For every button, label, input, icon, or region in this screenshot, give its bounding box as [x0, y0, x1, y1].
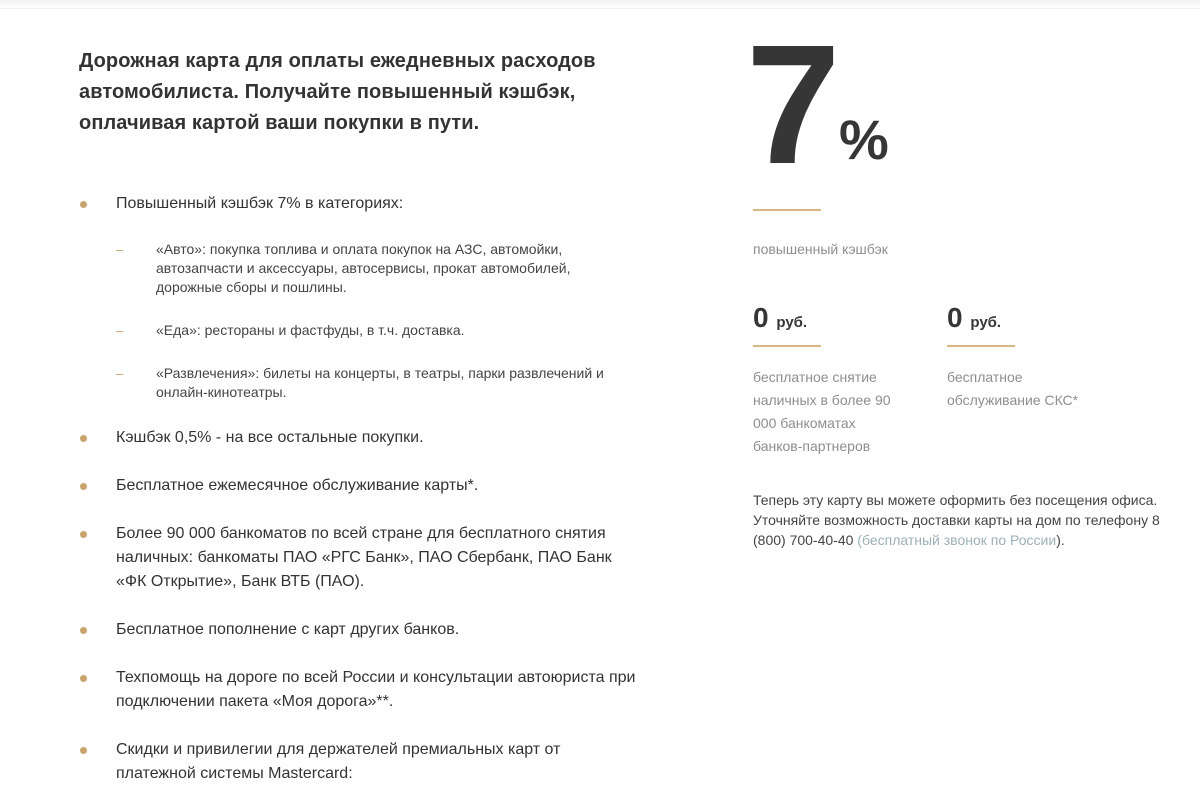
divider — [753, 209, 821, 211]
dash-icon: – — [116, 242, 124, 257]
feature-text: Кэшбэк 0,5% - на все остальные покупки. — [116, 429, 424, 446]
stat-unit: руб. — [776, 314, 808, 331]
category-text: «Авто»: покупка топлива и оплата покупок на АЗС, автомойки, автозапчасти и аксессуары, автосервисы, прокат автомобилей, дорожные сборы и пошлины. — [156, 241, 571, 295]
intro-section — [79, 46, 639, 139]
category-text: «Развлечения»: билеты на концерты, в театры, парки развлечений и онлайн-кинотеатры. — [156, 365, 604, 400]
stat-value: 0 — [753, 302, 769, 333]
divider — [753, 345, 821, 347]
feature-item-cashback — [79, 192, 639, 402]
cashback-label: повышенный кэшбэк — [753, 241, 888, 257]
category-item-auto — [116, 240, 639, 297]
bullet-icon — [80, 747, 87, 754]
remote-order-note — [753, 490, 1173, 550]
bullet-icon — [80, 201, 87, 208]
feature-item — [79, 738, 639, 786]
intro-heading: Дорожная карта для оплаты ежедневных расходов автомобилиста. Получайте повышенный кэшбэк, оплачивая картой ваши покупки в пути. — [79, 50, 596, 134]
stat-cash-withdrawal-label: бесплатное снятие наличных в более 90 000 банкоматах банков-партнеров — [753, 369, 891, 454]
cashback-percent-value: 7 — [746, 10, 837, 200]
top-border — [0, 0, 1200, 9]
category-item-food — [116, 321, 639, 340]
feature-text: Техпомощь на дороге по всей России и консультации автоюриста при подключении пакета «Моя дорога»**. — [116, 669, 636, 710]
feature-text: Более 90 000 банкоматов по всей стране для бесплатного снятия наличных: банкоматы ПАО «РГС Банк», ПАО Сбербанк, ПАО Банк «ФК Открытие», Банк ВТБ (ПАО). — [116, 525, 612, 590]
stat-unit: руб. — [970, 314, 1002, 331]
bullet-icon — [80, 483, 87, 490]
bullet-icon — [80, 675, 87, 682]
stat-account-service-label: бесплатное обслуживание СКС* — [947, 369, 1079, 408]
cashback-categories — [116, 240, 639, 402]
features-list — [79, 192, 639, 810]
feature-item — [79, 522, 639, 594]
feature-text: Повышенный кэшбэк 7% в категориях: — [116, 195, 404, 212]
feature-text: Бесплатное пополнение с карт других банков. — [116, 621, 460, 638]
note-link-close: ). — [1056, 532, 1065, 548]
feature-item — [79, 474, 639, 498]
bullet-icon — [80, 435, 87, 442]
free-call-link[interactable]: бесплатный звонок по России — [861, 532, 1057, 548]
feature-item — [79, 666, 639, 714]
stat-value: 0 — [947, 302, 963, 333]
stat-account-service-value — [947, 302, 1001, 339]
bullet-icon — [80, 531, 87, 538]
stat-cash-withdrawal-value — [753, 302, 807, 339]
category-text: «Еда»: рестораны и фастфуды, в т.ч. доставка. — [156, 322, 465, 338]
note-text: Теперь эту карту вы можете оформить без посещения офиса. Уточняйте возможность доставки карты на дом по телефону 8 (800) 700-40-40 — [753, 492, 1160, 548]
feature-item — [79, 426, 639, 450]
cashback-percent-sign: % — [839, 108, 889, 171]
divider — [947, 345, 1015, 347]
feature-text: Бесплатное ежемесячное обслуживание карты*. — [116, 477, 479, 494]
note-link-open: ( — [853, 532, 862, 548]
dash-icon: – — [116, 323, 124, 338]
dash-icon: – — [116, 366, 124, 381]
feature-item — [79, 618, 639, 642]
category-item-entertainment — [116, 364, 639, 402]
bullet-icon — [80, 627, 87, 634]
feature-text: Скидки и привилегии для держателей премиальных карт от платежной системы Mastercard: — [116, 741, 561, 782]
